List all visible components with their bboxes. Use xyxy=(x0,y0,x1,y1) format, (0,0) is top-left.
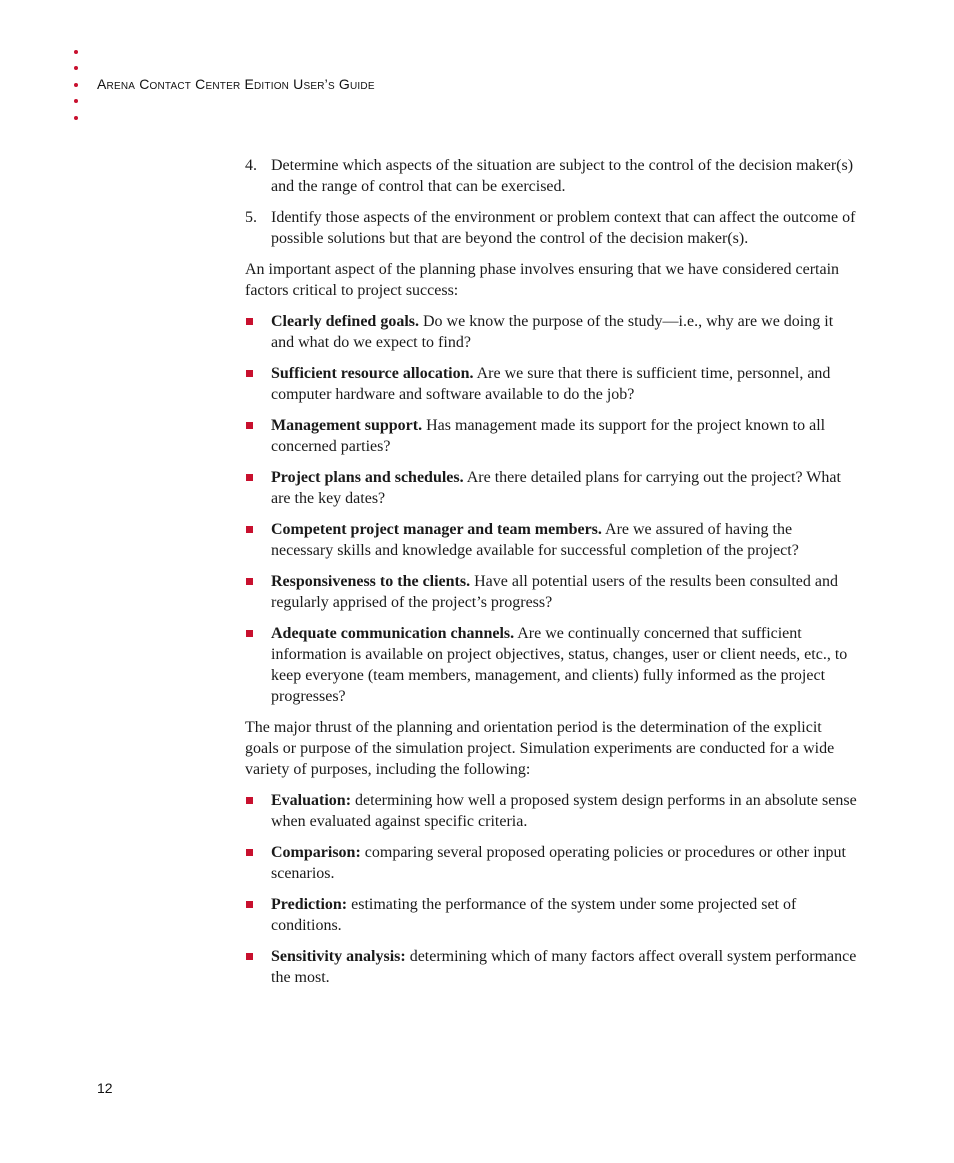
page-number: 12 xyxy=(97,1080,113,1096)
square-bullet-icon xyxy=(246,318,253,325)
page-body xyxy=(245,155,857,998)
margin-dot xyxy=(74,83,78,87)
bullet-text: determining which of many factors affect overall system performance the most. xyxy=(271,948,857,986)
numbered-item xyxy=(245,155,857,197)
margin-dot xyxy=(74,66,78,70)
running-head: Arena Contact Center Edition User’s Guide xyxy=(97,76,375,92)
bullet-term: Adequate communication channels. xyxy=(271,625,515,642)
square-bullet-icon xyxy=(246,526,253,533)
bullet-text: Has management made its support for the project known to all concerned parties? xyxy=(271,417,826,455)
bullet-term: Project plans and schedules. xyxy=(271,469,464,486)
bullet-text: Are we assured of having the necessary skills and knowledge available for successful completion of the project? xyxy=(271,521,799,559)
bullet-item xyxy=(245,467,857,509)
bullet-item xyxy=(245,571,857,613)
item-text: Identify those aspects of the environment or problem context that can affect the outcome of possible solutions but that are beyond the control of the decision maker(s). xyxy=(271,209,856,247)
square-bullet-icon xyxy=(246,953,253,960)
margin-dot xyxy=(74,50,78,54)
bullet-term: Competent project manager and team members. xyxy=(271,521,602,538)
margin-dot xyxy=(74,99,78,103)
bullet-term: Responsiveness to the clients. xyxy=(271,573,471,590)
purpose-paragraph: The major thrust of the planning and orientation period is the determination of the explicit goals or purpose of the simulation project. Simulation experiments are conducted for a wide variety of purposes, including the following: xyxy=(245,719,835,778)
bullet-text: estimating the performance of the system under some projected set of conditions. xyxy=(271,896,797,934)
bullet-term: Sensitivity analysis: xyxy=(271,948,406,965)
bullet-text: Are we continually concerned that sufficient information is available on project objectives, status, changes, user or client needs, etc., to keep everyone (team members, management, and clients) fully informed as the project progresses? xyxy=(271,625,848,705)
bullet-item xyxy=(245,311,857,353)
bullet-term: Evaluation: xyxy=(271,792,352,809)
bullet-term: Comparison: xyxy=(271,844,361,861)
bullet-item xyxy=(245,623,857,707)
bullet-text: determining how well a proposed system design performs in an absolute sense when evaluated against specific criteria. xyxy=(271,792,857,830)
bullet-item xyxy=(245,363,857,405)
bullet-term: Prediction: xyxy=(271,896,348,913)
bullet-term: Management support. xyxy=(271,417,423,434)
bullet-text: Have all potential users of the results been consulted and regularly apprised of the project’s progress? xyxy=(271,573,838,611)
square-bullet-icon xyxy=(246,797,253,804)
bullet-term: Clearly defined goals. xyxy=(271,313,419,330)
bullet-item xyxy=(245,415,857,457)
bullet-text: comparing several proposed operating policies or procedures or other input scenarios. xyxy=(271,844,846,882)
bullet-item xyxy=(245,790,857,832)
square-bullet-icon xyxy=(246,630,253,637)
intro-paragraph: An important aspect of the planning phase involves ensuring that we have considered certain factors critical to project success: xyxy=(245,261,840,299)
square-bullet-icon xyxy=(246,370,253,377)
bullet-text: Do we know the purpose of the study—i.e., why are we doing it and what do we expect to find? xyxy=(271,313,834,351)
bullet-text: Are we sure that there is sufficient time, personnel, and computer hardware and software available to do the job? xyxy=(271,365,831,403)
bullet-item xyxy=(245,894,857,936)
item-number: 4. xyxy=(245,157,257,174)
bullet-item xyxy=(245,842,857,884)
square-bullet-icon xyxy=(246,422,253,429)
square-bullet-icon xyxy=(246,901,253,908)
square-bullet-icon xyxy=(246,474,253,481)
numbered-item xyxy=(245,207,857,249)
item-number: 5. xyxy=(245,209,257,226)
bullet-item xyxy=(245,946,857,988)
square-bullet-icon xyxy=(246,849,253,856)
bullet-item xyxy=(245,519,857,561)
item-text: Determine which aspects of the situation are subject to the control of the decision maker(s) and the range of control that can be exercised. xyxy=(271,157,854,195)
bullet-text: Are there detailed plans for carrying out the project? What are the key dates? xyxy=(271,469,841,507)
margin-dot xyxy=(74,116,78,120)
square-bullet-icon xyxy=(246,578,253,585)
bullet-term: Sufficient resource allocation. xyxy=(271,365,474,382)
